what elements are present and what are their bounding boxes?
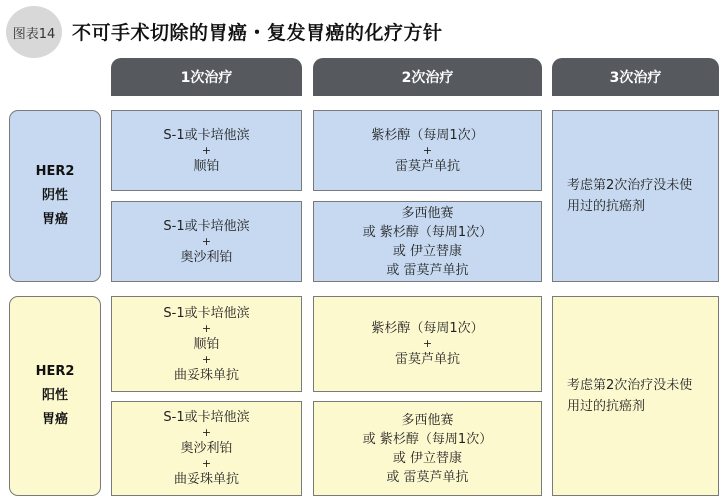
page-title: 不可手术切除的胃癌・复发胃癌的化疗方针 [72,22,443,44]
regimen-cell-her2-positive-second-line-a [313,296,542,392]
regimen-plus: + [422,337,433,350]
group-label-her2-negative [9,110,101,282]
column-header-first-line: 1次治疗 [111,58,302,96]
regimen-line: 多西他赛 [401,412,454,428]
regimen-plus: + [201,457,212,470]
group-label-line: HER2 [35,164,75,179]
regimen-cell-her2-negative-second-line-b [313,201,542,282]
regimen-line: 或 紫杉醇（每周1次） [362,224,493,240]
regimen-plus: + [201,352,212,366]
column-header-second-line: 2次治疗 [313,58,542,96]
regimen-line: S-1或卡培他滨 [163,305,250,321]
regimen-line: 或 雷莫芦单抗 [386,469,469,485]
regimen-line: S-1或卡培他滨 [163,218,250,234]
regimen-line: 奥沙利铂 [180,249,233,265]
regimen-line: 雷莫芦单抗 [394,158,460,174]
regimen-line: S-1或卡培他滨 [163,127,250,143]
group-label-line: 胃癌 [41,412,68,427]
regimen-line: 顺铂 [193,336,220,352]
regimen-cell-her2-positive-second-line-b [313,401,542,496]
regimen-line: 或 伊立替康 [392,243,463,259]
regimen-line: 雷莫芦单抗 [394,352,460,367]
group-label-line: 阴性 [41,188,68,203]
regimen-line: 曲妥珠单抗 [173,472,239,487]
regimen-line: 顺铂 [193,158,220,174]
figure-number-badge: 图表14 [6,6,62,58]
regimen-line: 紫杉醇（每周1次） [371,321,484,336]
regimen-line: 或 紫杉醇（每周1次） [362,431,493,447]
regimen-plus: + [422,143,433,157]
column-header-third-line: 3次治疗 [552,58,719,96]
group-label-line: 阳性 [41,388,68,403]
regimen-line: 多西他赛 [401,205,454,221]
regimen-plus: + [201,143,212,157]
regimen-line: 曲妥珠单抗 [173,367,239,383]
third-line-note-her2-negative [552,110,719,282]
note-line: 用过的抗癌剂 [567,199,646,214]
regimen-plus: + [201,234,212,248]
group-label-line: HER2 [35,364,75,379]
note-line: 考虑第2次治疗没未使 [567,178,693,193]
regimen-line: 或 雷莫芦单抗 [386,262,469,278]
note-line: 用过的抗癌剂 [567,399,646,414]
regimen-line: 或 伊立替康 [392,450,463,466]
group-label-her2-positive [9,296,101,496]
regimen-plus: + [201,426,212,439]
regimen-cell-her2-negative-second-line-a [313,110,542,191]
regimen-cell-her2-negative-first-line-b [111,201,302,282]
regimen-line: S-1或卡培他滨 [163,410,250,425]
note-line: 考虑第2次治疗没未使 [567,378,693,393]
regimen-line: 奥沙利铂 [180,441,233,456]
regimen-cell-her2-negative-first-line-a [111,110,302,191]
regimen-plus: + [201,321,212,335]
regimen-cell-her2-positive-first-line-b [111,401,302,496]
group-label-line: 胃癌 [41,212,68,227]
regimen-cell-her2-positive-first-line-a [111,296,302,392]
regimen-line: 紫杉醇（每周1次） [371,127,484,143]
third-line-note-her2-positive [552,296,719,496]
